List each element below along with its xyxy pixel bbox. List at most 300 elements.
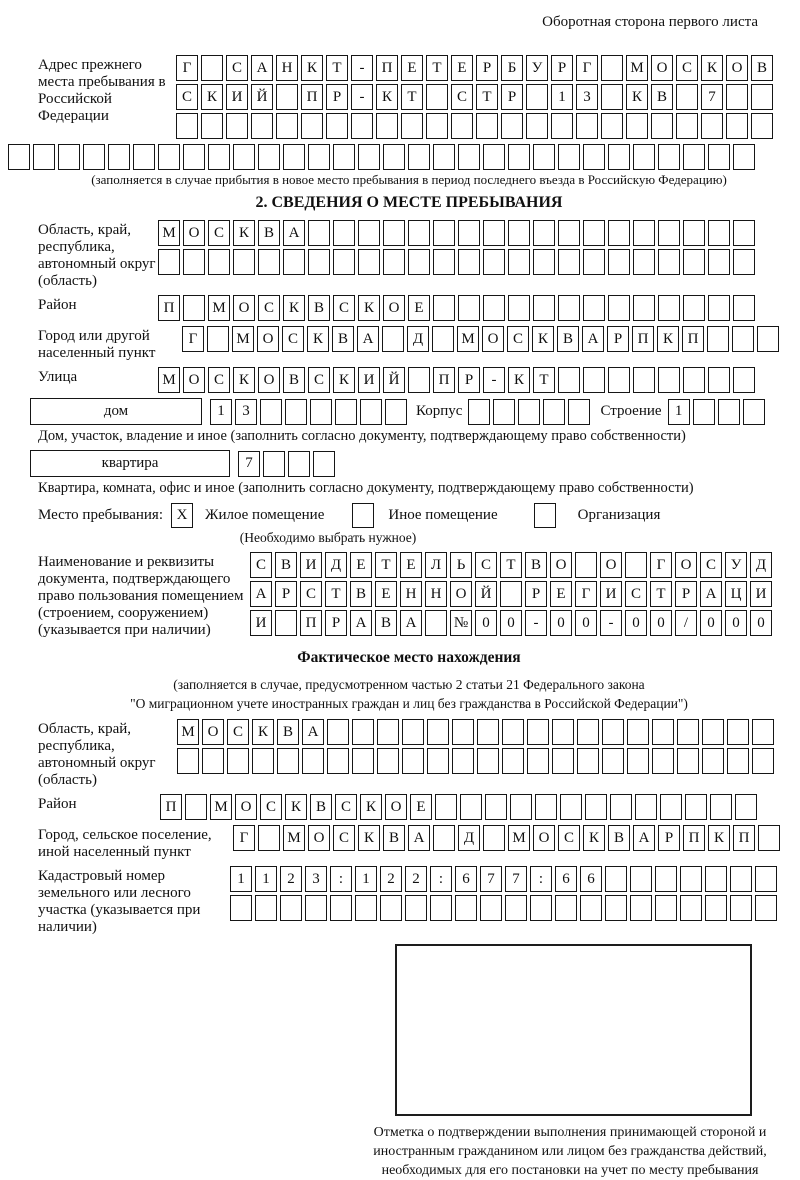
char-box[interactable] bbox=[560, 794, 582, 820]
char-box[interactable] bbox=[730, 895, 752, 921]
char-box[interactable]: О bbox=[183, 367, 205, 393]
char-box[interactable]: В bbox=[557, 326, 579, 352]
char-box[interactable]: Г bbox=[650, 552, 672, 578]
char-box[interactable] bbox=[425, 610, 447, 636]
char-box[interactable] bbox=[8, 144, 30, 170]
char-box[interactable] bbox=[276, 84, 298, 110]
char-box[interactable] bbox=[533, 220, 555, 246]
char-box[interactable]: О bbox=[233, 295, 255, 321]
char-box[interactable] bbox=[500, 581, 522, 607]
char-box[interactable] bbox=[493, 399, 515, 425]
char-box[interactable] bbox=[226, 113, 248, 139]
char-box[interactable]: Р bbox=[458, 367, 480, 393]
char-box[interactable]: П bbox=[433, 367, 455, 393]
char-box[interactable] bbox=[733, 367, 755, 393]
char-box[interactable]: О bbox=[258, 367, 280, 393]
char-box[interactable] bbox=[252, 748, 274, 774]
char-box[interactable]: К bbox=[508, 367, 530, 393]
char-box[interactable]: С bbox=[300, 581, 322, 607]
stay-type-checkbox-org[interactable] bbox=[534, 503, 556, 528]
char-box[interactable] bbox=[377, 719, 399, 745]
char-box[interactable]: С bbox=[676, 55, 698, 81]
char-box[interactable]: Т bbox=[650, 581, 672, 607]
char-box[interactable] bbox=[658, 295, 680, 321]
char-box[interactable] bbox=[726, 113, 748, 139]
char-box[interactable] bbox=[630, 895, 652, 921]
char-box[interactable]: 0 bbox=[475, 610, 497, 636]
char-box[interactable]: Г bbox=[576, 55, 598, 81]
char-box[interactable]: К bbox=[283, 295, 305, 321]
char-box[interactable] bbox=[707, 326, 729, 352]
char-box[interactable] bbox=[427, 748, 449, 774]
char-box[interactable] bbox=[468, 399, 490, 425]
char-box[interactable] bbox=[202, 748, 224, 774]
char-box[interactable] bbox=[608, 295, 630, 321]
char-box[interactable]: С bbox=[451, 84, 473, 110]
char-box[interactable] bbox=[402, 719, 424, 745]
char-box[interactable] bbox=[426, 113, 448, 139]
char-box[interactable] bbox=[583, 367, 605, 393]
char-box[interactable] bbox=[577, 719, 599, 745]
char-box[interactable] bbox=[158, 249, 180, 275]
char-box[interactable] bbox=[655, 895, 677, 921]
char-box[interactable] bbox=[327, 719, 349, 745]
char-box[interactable]: 3 bbox=[576, 84, 598, 110]
char-box[interactable] bbox=[301, 113, 323, 139]
char-box[interactable] bbox=[201, 55, 223, 81]
char-box[interactable]: К bbox=[701, 55, 723, 81]
char-box[interactable] bbox=[310, 399, 332, 425]
char-box[interactable]: С bbox=[226, 55, 248, 81]
char-box[interactable] bbox=[327, 748, 349, 774]
char-box[interactable]: 7 bbox=[701, 84, 723, 110]
char-box[interactable] bbox=[630, 866, 652, 892]
char-box[interactable]: К bbox=[301, 55, 323, 81]
char-box[interactable]: Е bbox=[401, 55, 423, 81]
char-box[interactable] bbox=[408, 144, 430, 170]
char-box[interactable] bbox=[330, 895, 352, 921]
char-box[interactable] bbox=[533, 249, 555, 275]
char-box[interactable] bbox=[610, 794, 632, 820]
char-box[interactable] bbox=[527, 748, 549, 774]
char-box[interactable]: Р bbox=[501, 84, 523, 110]
char-box[interactable] bbox=[585, 794, 607, 820]
char-box[interactable]: С bbox=[227, 719, 249, 745]
char-box[interactable] bbox=[727, 719, 749, 745]
char-box[interactable]: Т bbox=[533, 367, 555, 393]
char-box[interactable]: Р bbox=[525, 581, 547, 607]
char-box[interactable] bbox=[376, 113, 398, 139]
char-box[interactable]: Д bbox=[407, 326, 429, 352]
char-box[interactable] bbox=[408, 220, 430, 246]
char-box[interactable] bbox=[552, 719, 574, 745]
char-box[interactable] bbox=[505, 895, 527, 921]
char-box[interactable]: А bbox=[251, 55, 273, 81]
char-box[interactable]: 2 bbox=[380, 866, 402, 892]
char-box[interactable]: А bbox=[582, 326, 604, 352]
char-box[interactable]: О bbox=[675, 552, 697, 578]
char-box[interactable]: Л bbox=[425, 552, 447, 578]
char-box[interactable]: Р bbox=[326, 84, 348, 110]
char-box[interactable]: : bbox=[330, 866, 352, 892]
char-box[interactable] bbox=[633, 249, 655, 275]
char-box[interactable]: Т bbox=[500, 552, 522, 578]
char-box[interactable] bbox=[676, 113, 698, 139]
char-box[interactable] bbox=[305, 895, 327, 921]
char-box[interactable]: У bbox=[526, 55, 548, 81]
char-box[interactable] bbox=[133, 144, 155, 170]
char-box[interactable] bbox=[602, 748, 624, 774]
char-box[interactable]: С bbox=[260, 794, 282, 820]
char-box[interactable] bbox=[568, 399, 590, 425]
char-box[interactable] bbox=[733, 249, 755, 275]
char-box[interactable] bbox=[177, 748, 199, 774]
char-box[interactable] bbox=[405, 895, 427, 921]
char-box[interactable] bbox=[527, 719, 549, 745]
char-box[interactable] bbox=[705, 895, 727, 921]
char-box[interactable] bbox=[483, 825, 505, 851]
char-box[interactable]: О bbox=[235, 794, 257, 820]
char-box[interactable]: М bbox=[177, 719, 199, 745]
char-box[interactable]: Ц bbox=[725, 581, 747, 607]
char-box[interactable] bbox=[580, 895, 602, 921]
char-box[interactable] bbox=[583, 295, 605, 321]
char-box[interactable]: М bbox=[158, 367, 180, 393]
char-box[interactable]: Р bbox=[675, 581, 697, 607]
char-box[interactable] bbox=[458, 220, 480, 246]
char-box[interactable] bbox=[625, 552, 647, 578]
char-box[interactable] bbox=[726, 84, 748, 110]
char-box[interactable] bbox=[683, 220, 705, 246]
char-box[interactable]: 0 bbox=[550, 610, 572, 636]
house-type-box[interactable]: дом bbox=[30, 398, 202, 425]
char-box[interactable]: К bbox=[583, 825, 605, 851]
char-box[interactable]: 0 bbox=[725, 610, 747, 636]
char-box[interactable]: Б bbox=[501, 55, 523, 81]
char-box[interactable]: В bbox=[258, 220, 280, 246]
char-box[interactable] bbox=[230, 895, 252, 921]
char-box[interactable]: Р bbox=[325, 610, 347, 636]
char-box[interactable]: : bbox=[530, 866, 552, 892]
char-box[interactable] bbox=[530, 895, 552, 921]
char-box[interactable] bbox=[358, 144, 380, 170]
char-box[interactable] bbox=[401, 113, 423, 139]
char-box[interactable] bbox=[605, 895, 627, 921]
char-box[interactable]: К bbox=[252, 719, 274, 745]
char-box[interactable]: Н bbox=[400, 581, 422, 607]
char-box[interactable] bbox=[558, 249, 580, 275]
char-box[interactable] bbox=[635, 794, 657, 820]
char-box[interactable] bbox=[633, 220, 655, 246]
char-box[interactable]: 1 bbox=[551, 84, 573, 110]
char-box[interactable]: М bbox=[283, 825, 305, 851]
char-box[interactable] bbox=[382, 326, 404, 352]
char-box[interactable] bbox=[633, 367, 655, 393]
char-box[interactable]: К bbox=[307, 326, 329, 352]
char-box[interactable] bbox=[677, 748, 699, 774]
char-box[interactable]: В bbox=[332, 326, 354, 352]
char-box[interactable] bbox=[233, 249, 255, 275]
char-box[interactable] bbox=[708, 367, 730, 393]
char-box[interactable]: В bbox=[375, 610, 397, 636]
char-box[interactable]: В bbox=[275, 552, 297, 578]
char-box[interactable] bbox=[510, 794, 532, 820]
char-box[interactable] bbox=[333, 144, 355, 170]
char-box[interactable]: С bbox=[258, 295, 280, 321]
char-box[interactable] bbox=[655, 866, 677, 892]
char-box[interactable] bbox=[577, 748, 599, 774]
char-box[interactable] bbox=[608, 367, 630, 393]
char-box[interactable] bbox=[751, 113, 773, 139]
char-box[interactable] bbox=[658, 144, 680, 170]
char-box[interactable] bbox=[108, 144, 130, 170]
char-box[interactable]: Н bbox=[425, 581, 447, 607]
char-box[interactable]: Н bbox=[276, 55, 298, 81]
char-box[interactable] bbox=[283, 249, 305, 275]
char-box[interactable] bbox=[258, 249, 280, 275]
char-box[interactable]: - bbox=[525, 610, 547, 636]
char-box[interactable]: М bbox=[210, 794, 232, 820]
char-box[interactable]: П bbox=[301, 84, 323, 110]
char-box[interactable]: У bbox=[725, 552, 747, 578]
char-box[interactable] bbox=[677, 719, 699, 745]
char-box[interactable] bbox=[377, 748, 399, 774]
char-box[interactable] bbox=[508, 144, 530, 170]
char-box[interactable]: К bbox=[376, 84, 398, 110]
char-box[interactable]: 0 bbox=[750, 610, 772, 636]
char-box[interactable]: П bbox=[682, 326, 704, 352]
char-box[interactable] bbox=[458, 295, 480, 321]
char-box[interactable] bbox=[680, 895, 702, 921]
char-box[interactable] bbox=[555, 895, 577, 921]
char-box[interactable] bbox=[335, 399, 357, 425]
char-box[interactable]: 1 bbox=[255, 866, 277, 892]
char-box[interactable]: А bbox=[700, 581, 722, 607]
char-box[interactable] bbox=[352, 748, 374, 774]
char-box[interactable]: К bbox=[626, 84, 648, 110]
char-box[interactable] bbox=[575, 552, 597, 578]
char-box[interactable] bbox=[263, 451, 285, 477]
char-box[interactable] bbox=[683, 295, 705, 321]
char-box[interactable]: А bbox=[400, 610, 422, 636]
char-box[interactable] bbox=[433, 144, 455, 170]
char-box[interactable]: 1 bbox=[210, 399, 232, 425]
char-box[interactable]: А bbox=[408, 825, 430, 851]
char-box[interactable] bbox=[258, 144, 280, 170]
char-box[interactable]: П bbox=[300, 610, 322, 636]
char-box[interactable]: М bbox=[508, 825, 530, 851]
char-box[interactable]: Г bbox=[575, 581, 597, 607]
char-box[interactable]: С bbox=[625, 581, 647, 607]
char-box[interactable] bbox=[733, 220, 755, 246]
char-box[interactable]: М bbox=[208, 295, 230, 321]
char-box[interactable] bbox=[476, 113, 498, 139]
char-box[interactable]: К bbox=[708, 825, 730, 851]
char-box[interactable] bbox=[483, 220, 505, 246]
char-box[interactable] bbox=[685, 794, 707, 820]
char-box[interactable] bbox=[708, 295, 730, 321]
char-box[interactable] bbox=[351, 113, 373, 139]
char-box[interactable] bbox=[508, 249, 530, 275]
char-box[interactable] bbox=[708, 144, 730, 170]
char-box[interactable] bbox=[302, 748, 324, 774]
char-box[interactable]: К bbox=[532, 326, 554, 352]
char-box[interactable] bbox=[526, 113, 548, 139]
char-box[interactable]: 1 bbox=[230, 866, 252, 892]
char-box[interactable] bbox=[627, 748, 649, 774]
stay-type-checkbox-zhiloe[interactable]: X bbox=[171, 503, 193, 528]
char-box[interactable] bbox=[660, 794, 682, 820]
char-box[interactable]: И bbox=[250, 610, 272, 636]
char-box[interactable] bbox=[280, 895, 302, 921]
char-box[interactable] bbox=[658, 220, 680, 246]
char-box[interactable] bbox=[458, 144, 480, 170]
char-box[interactable]: П bbox=[158, 295, 180, 321]
char-box[interactable] bbox=[757, 326, 779, 352]
char-box[interactable]: И bbox=[600, 581, 622, 607]
char-box[interactable]: Е bbox=[400, 552, 422, 578]
char-box[interactable]: 0 bbox=[625, 610, 647, 636]
char-box[interactable] bbox=[502, 719, 524, 745]
char-box[interactable]: О bbox=[308, 825, 330, 851]
char-box[interactable] bbox=[455, 895, 477, 921]
char-box[interactable] bbox=[183, 144, 205, 170]
char-box[interactable]: В bbox=[383, 825, 405, 851]
char-box[interactable]: С bbox=[176, 84, 198, 110]
char-box[interactable]: Т bbox=[426, 55, 448, 81]
char-box[interactable]: С bbox=[308, 367, 330, 393]
char-box[interactable] bbox=[526, 84, 548, 110]
char-box[interactable] bbox=[402, 748, 424, 774]
char-box[interactable]: О bbox=[450, 581, 472, 607]
char-box[interactable] bbox=[308, 220, 330, 246]
char-box[interactable]: Й bbox=[475, 581, 497, 607]
char-box[interactable] bbox=[227, 748, 249, 774]
char-box[interactable] bbox=[483, 249, 505, 275]
char-box[interactable] bbox=[733, 144, 755, 170]
char-box[interactable] bbox=[427, 719, 449, 745]
char-box[interactable]: 2 bbox=[280, 866, 302, 892]
char-box[interactable] bbox=[683, 367, 705, 393]
char-box[interactable] bbox=[483, 295, 505, 321]
char-box[interactable]: К bbox=[285, 794, 307, 820]
char-box[interactable]: А bbox=[350, 610, 372, 636]
char-box[interactable] bbox=[383, 220, 405, 246]
char-box[interactable]: 1 bbox=[668, 399, 690, 425]
char-box[interactable]: В bbox=[277, 719, 299, 745]
char-box[interactable] bbox=[501, 113, 523, 139]
char-box[interactable]: В bbox=[525, 552, 547, 578]
char-box[interactable] bbox=[708, 249, 730, 275]
char-box[interactable]: 3 bbox=[305, 866, 327, 892]
char-box[interactable] bbox=[433, 295, 455, 321]
apartment-type-box[interactable]: квартира bbox=[30, 450, 230, 477]
char-box[interactable]: № bbox=[450, 610, 472, 636]
char-box[interactable] bbox=[477, 748, 499, 774]
char-box[interactable]: 6 bbox=[455, 866, 477, 892]
char-box[interactable] bbox=[683, 144, 705, 170]
char-box[interactable] bbox=[360, 399, 382, 425]
char-box[interactable]: Е bbox=[451, 55, 473, 81]
char-box[interactable] bbox=[158, 144, 180, 170]
char-box[interactable]: А bbox=[357, 326, 379, 352]
char-box[interactable] bbox=[288, 451, 310, 477]
char-box[interactable] bbox=[185, 794, 207, 820]
char-box[interactable] bbox=[518, 399, 540, 425]
char-box[interactable]: 6 bbox=[580, 866, 602, 892]
char-box[interactable] bbox=[258, 825, 280, 851]
char-box[interactable] bbox=[183, 295, 205, 321]
char-box[interactable]: С bbox=[282, 326, 304, 352]
char-box[interactable] bbox=[483, 144, 505, 170]
char-box[interactable] bbox=[558, 367, 580, 393]
char-box[interactable]: Р bbox=[476, 55, 498, 81]
char-box[interactable] bbox=[355, 895, 377, 921]
char-box[interactable]: 3 bbox=[235, 399, 257, 425]
char-box[interactable]: О bbox=[202, 719, 224, 745]
char-box[interactable] bbox=[735, 794, 757, 820]
char-box[interactable] bbox=[658, 249, 680, 275]
char-box[interactable]: 0 bbox=[575, 610, 597, 636]
char-box[interactable] bbox=[727, 748, 749, 774]
char-box[interactable] bbox=[576, 113, 598, 139]
char-box[interactable]: - bbox=[351, 84, 373, 110]
char-box[interactable] bbox=[551, 113, 573, 139]
char-box[interactable] bbox=[758, 825, 780, 851]
char-box[interactable]: И bbox=[226, 84, 248, 110]
char-box[interactable] bbox=[277, 748, 299, 774]
char-box[interactable]: И bbox=[750, 581, 772, 607]
char-box[interactable] bbox=[276, 113, 298, 139]
char-box[interactable]: Й bbox=[383, 367, 405, 393]
char-box[interactable]: О bbox=[533, 825, 555, 851]
char-box[interactable]: П bbox=[683, 825, 705, 851]
char-box[interactable] bbox=[251, 113, 273, 139]
char-box[interactable] bbox=[451, 113, 473, 139]
char-box[interactable] bbox=[658, 367, 680, 393]
char-box[interactable] bbox=[708, 220, 730, 246]
char-box[interactable]: О bbox=[550, 552, 572, 578]
char-box[interactable] bbox=[430, 895, 452, 921]
char-box[interactable] bbox=[583, 144, 605, 170]
char-box[interactable] bbox=[608, 249, 630, 275]
char-box[interactable]: Г bbox=[233, 825, 255, 851]
char-box[interactable]: Т bbox=[375, 552, 397, 578]
char-box[interactable]: О bbox=[482, 326, 504, 352]
char-box[interactable] bbox=[558, 144, 580, 170]
char-box[interactable] bbox=[732, 326, 754, 352]
char-box[interactable] bbox=[601, 113, 623, 139]
char-box[interactable] bbox=[358, 249, 380, 275]
char-box[interactable]: К bbox=[201, 84, 223, 110]
char-box[interactable] bbox=[693, 399, 715, 425]
char-box[interactable] bbox=[608, 144, 630, 170]
char-box[interactable]: А bbox=[633, 825, 655, 851]
char-box[interactable]: П bbox=[376, 55, 398, 81]
char-box[interactable]: Р bbox=[658, 825, 680, 851]
char-box[interactable]: А bbox=[250, 581, 272, 607]
char-box[interactable]: А bbox=[302, 719, 324, 745]
char-box[interactable]: Е bbox=[550, 581, 572, 607]
char-box[interactable] bbox=[358, 220, 380, 246]
char-box[interactable]: 7 bbox=[505, 866, 527, 892]
char-box[interactable]: 0 bbox=[700, 610, 722, 636]
char-box[interactable]: - bbox=[600, 610, 622, 636]
char-box[interactable] bbox=[477, 719, 499, 745]
char-box[interactable] bbox=[408, 249, 430, 275]
char-box[interactable] bbox=[385, 399, 407, 425]
char-box[interactable] bbox=[260, 399, 282, 425]
